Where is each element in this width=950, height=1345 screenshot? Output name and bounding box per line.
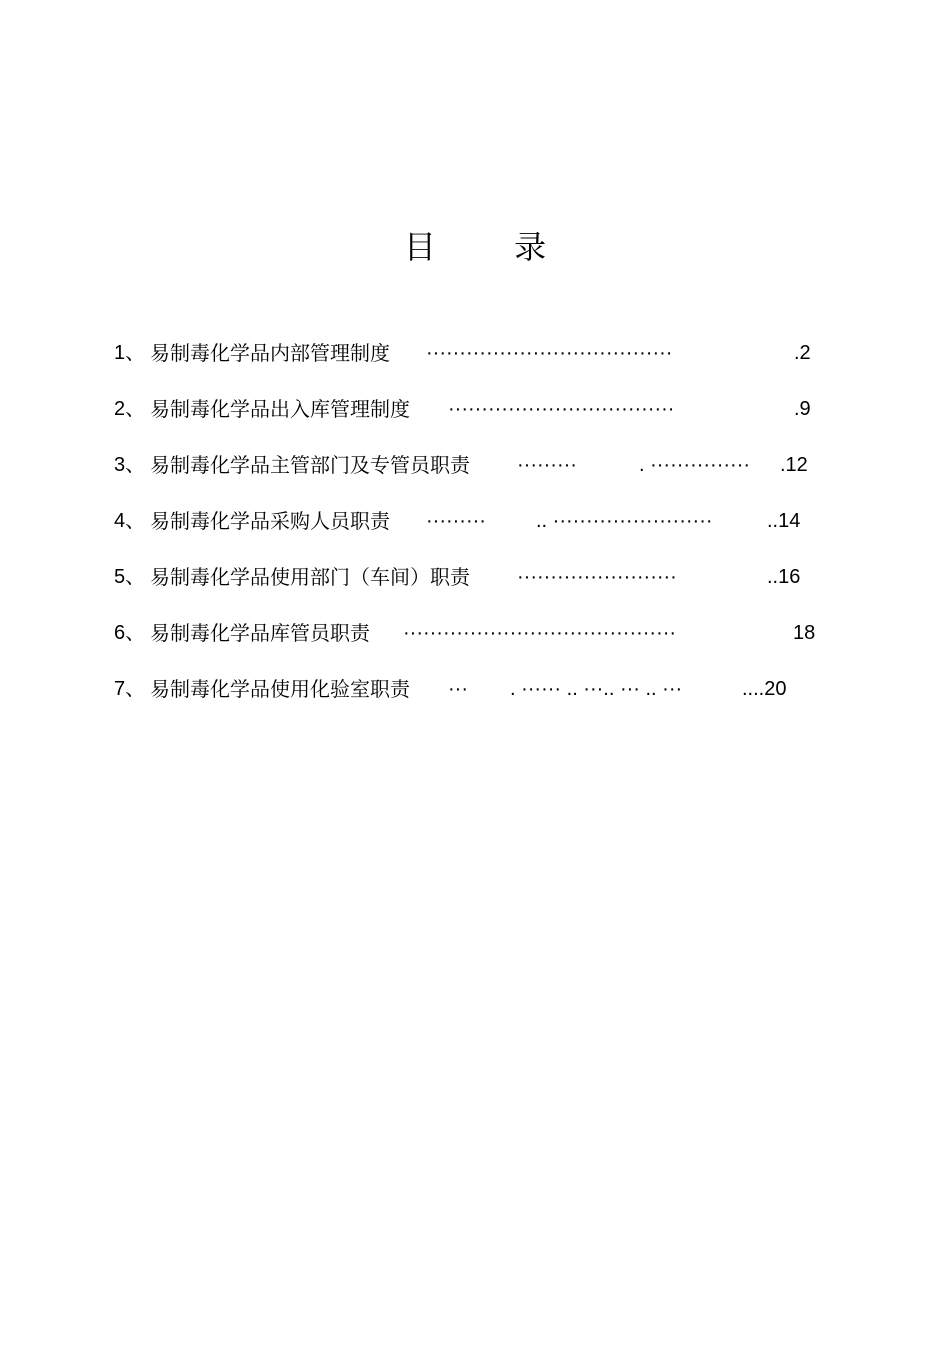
toc-entry-leader: ··· (448, 678, 468, 700)
toc-entry-title: 易制毒化学品主管部门及专管员职责 (150, 453, 470, 477)
toc-entry-title: 易制毒化学品出入库管理制度 (150, 397, 410, 421)
toc-entry-number: 6、 (114, 622, 146, 644)
toc-entry-title: 易制毒化学品使用部门（车间）职责 (150, 565, 470, 589)
toc-entry-title: 易制毒化学品库管员职责 (150, 621, 370, 645)
toc-entry-leader: ········································· (403, 622, 677, 644)
toc-entry-leader-2: . ······ .. ···.. ··· .. ··· (510, 678, 683, 700)
toc-entry-page: .12 (780, 454, 808, 476)
toc-entry-leader-2: .. ························ (536, 510, 713, 532)
toc-entry-leader: ········· (426, 510, 486, 532)
toc-entry-number: 1、 (114, 342, 146, 364)
toc-entry-number: 3、 (114, 454, 146, 476)
toc-entry-leader: ····································· (426, 342, 673, 364)
toc-entry-number: 2、 (114, 398, 146, 420)
toc-title: 目 录 (403, 228, 581, 266)
toc-entry-leader: ·································· (448, 398, 675, 420)
toc-entry-page: ..16 (767, 566, 801, 588)
toc-entry-leader-2: . ··············· (639, 454, 751, 476)
toc-entry-title: 易制毒化学品采购人员职责 (150, 509, 390, 533)
toc-entry-page: 18 (793, 622, 816, 644)
toc-entry-page: ..14 (767, 510, 801, 532)
toc-entry-number: 4、 (114, 510, 146, 532)
toc-entry-leader: ········· (517, 454, 577, 476)
toc-entry-page: .2 (794, 342, 811, 364)
toc-entry-page: .9 (794, 398, 811, 420)
toc-entry-title: 易制毒化学品使用化验室职责 (150, 677, 410, 701)
toc-entry-page: ....20 (742, 678, 787, 700)
toc-entry-number: 7、 (114, 678, 146, 700)
toc-entry-title: 易制毒化学品内部管理制度 (150, 341, 390, 365)
toc-entry-number: 5、 (114, 566, 146, 588)
toc-entry-leader: ························ (517, 566, 677, 588)
